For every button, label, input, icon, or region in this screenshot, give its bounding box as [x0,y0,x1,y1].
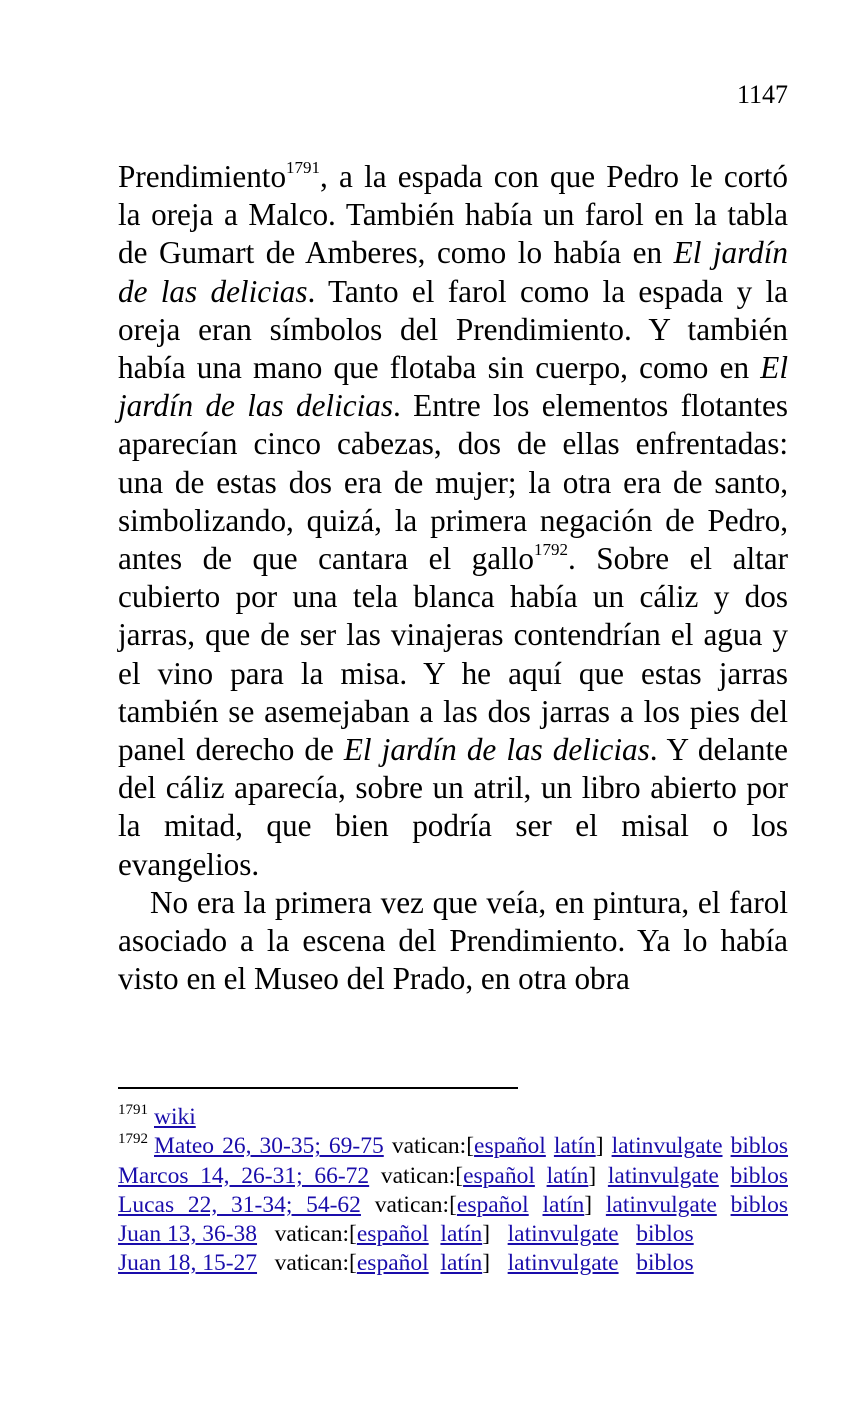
biblos-link[interactable]: biblos [636,1221,694,1248]
latin-link[interactable]: latín [546,1162,589,1189]
bracket-close: ] [595,1133,604,1160]
biblos-link[interactable]: biblos [730,1191,789,1218]
latin-link[interactable]: latín [440,1250,483,1277]
vatican-label: vatican:[ [374,1191,457,1218]
text-run: . Y delante del cáliz aparecía, sobre un atril, un libro abierto por la mitad, que bien podría ser el misal o los evangelios. [118,732,788,882]
footnote-number: 1791 [118,1102,148,1118]
text-run: . Sobre el altar cubierto por una tela blanca había un cáliz y dos jarras, que de ser las vinajeras contendrían el agua y el vino para la misa. Y he aquí que estas jarras también se asemejaban a las dos jarras a los pies del panel derecho de [118,541,789,768]
paragraph-2: No era la primera vez que veía, en pintura, el farol asociado a la escena del Prendimiento. Ya lo había visto en el Museo del Prado, en otra obra [118,884,788,997]
latinvulgate-link[interactable]: latinvulgate [605,1191,717,1218]
espanol-link[interactable]: español [356,1221,429,1248]
footnote-1792-line-3 [118,1191,788,1220]
footnotes [118,1103,788,1279]
bracket-close: ] [482,1250,491,1277]
footnote-ref-1791: 1791 [286,158,321,177]
italic-title: El jardín de las delicias [118,350,788,424]
footnote-1791 [118,1103,788,1132]
wiki-link[interactable]: wiki [154,1104,196,1130]
footnote-1792-line-4 [118,1220,788,1249]
espanol-link[interactable]: español [474,1133,546,1160]
footnote-1792-line-1 [118,1132,788,1161]
footnote-ref-1792: 1792 [534,540,568,560]
text-run: Prendimiento [118,159,287,194]
bible-ref-link[interactable]: Juan 18, 15-27 [118,1250,258,1277]
bracket-close: ] [588,1162,597,1189]
paragraph-1 [118,158,788,884]
latin-link[interactable]: latín [542,1191,585,1218]
footnote-separator [118,1087,518,1089]
espanol-link[interactable]: español [463,1162,535,1189]
text-run: , a la espada con que Pedro le cortó la oreja a Malco. También había un farol en la tabla de Gumart de Amberes, como lo había en [118,159,788,271]
latin-link[interactable]: latín [440,1221,483,1248]
bible-ref-link[interactable]: Lucas 22, 31-34; 54-62 [118,1191,361,1218]
footnote-1792-line-2 [118,1162,788,1191]
bracket-close: ] [584,1191,593,1218]
text-run: . Entre los elementos flotantes aparecían cinco cabezas, dos de ellas enfrentadas: una de estas dos era de mujer; la otra era de santo, simbolizando, quizá, la primera negación de Pedro, antes de que cantara el gallo [118,388,788,577]
bible-ref-link[interactable]: Mateo 26, 30-35; 69-75 [154,1133,384,1160]
body-text [118,158,788,998]
page-number: 1147 [736,80,788,109]
bible-ref-link[interactable]: Juan 13, 36-38 [118,1221,258,1248]
vatican-label: vatican:[ [380,1162,464,1189]
espanol-link[interactable]: español [356,1250,429,1277]
espanol-link[interactable]: español [456,1191,529,1218]
footnote-1792-line-5 [118,1249,788,1278]
latinvulgate-link[interactable]: latinvulgate [507,1250,619,1277]
bracket-close: ] [482,1221,491,1248]
text-run: . Tanto el farol como la espada y la oreja eran símbolos del Prendimiento. Y también había una mano que flotaba sin cuerpo, como en [118,273,788,386]
biblos-link[interactable]: biblos [636,1250,694,1277]
bible-ref-link[interactable]: Marcos 14, 26-31; 66-72 [118,1162,370,1189]
biblos-link[interactable]: biblos [730,1133,789,1160]
footnote-number: 1792 [118,1131,148,1148]
vatican-label: vatican:[ [274,1250,357,1277]
italic-title: El jardín de las delicias [343,732,650,768]
vatican-label: vatican:[ [274,1221,357,1248]
latin-link[interactable]: latín [553,1133,596,1160]
latinvulgate-link[interactable]: latinvulgate [611,1133,723,1160]
latinvulgate-link[interactable]: latinvulgate [607,1162,719,1189]
biblos-link[interactable]: biblos [730,1162,788,1189]
vatican-label: vatican:[ [391,1133,475,1160]
italic-title: El jardín de las delicias [118,235,788,309]
latinvulgate-link[interactable]: latinvulgate [507,1221,619,1248]
